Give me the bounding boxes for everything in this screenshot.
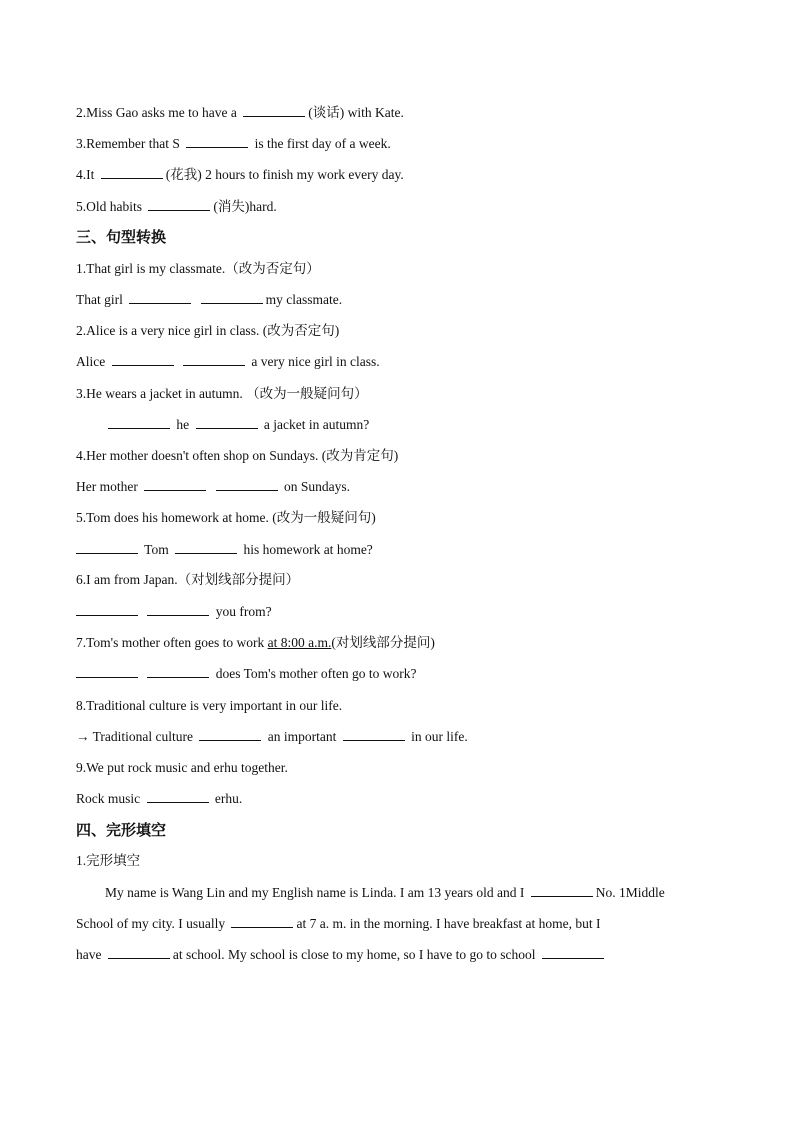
answer-blank	[201, 291, 263, 304]
question-2-prompt: 2.Alice is a very nice girl in class. (改为否定句)	[76, 323, 340, 338]
answer-blank	[112, 353, 174, 366]
answer-blank	[343, 728, 405, 741]
section-4-subheading: 1.完形填空	[76, 853, 141, 868]
answer-blank	[147, 665, 209, 678]
answer-blank	[101, 166, 163, 179]
answer-blank	[148, 198, 210, 211]
answer-text: an important	[267, 729, 337, 744]
answer-text: he	[176, 417, 190, 432]
question-3-prompt: 3.He wears a jacket in autumn. （改为一般疑问句）	[76, 386, 368, 401]
question-8-answer	[76, 728, 468, 746]
question-2-answer	[76, 353, 380, 371]
item-3-text-before: 3.Remember that S	[76, 136, 180, 151]
question-7-answer	[76, 665, 416, 683]
answer-text: you from?	[215, 604, 272, 619]
question-4-answer	[76, 478, 350, 496]
question-9-prompt: 9.We put rock music and erhu together.	[76, 760, 288, 775]
answer-blank	[76, 603, 138, 616]
item-4-text-before: 4.It	[76, 167, 95, 182]
answer-text: erhu.	[214, 791, 243, 806]
question-7-prompt	[76, 634, 435, 652]
answer-blank	[183, 353, 245, 366]
item-2	[76, 104, 404, 122]
item-5	[76, 198, 277, 216]
item-4-text-after: (花我) 2 hours to finish my work every day.	[165, 167, 404, 182]
answer-blank	[186, 135, 248, 148]
answer-text: in our life.	[411, 729, 468, 744]
item-3-text-after: is the first day of a week.	[254, 136, 391, 151]
answer-blank	[216, 478, 278, 491]
passage-text: My name is Wang Lin and my English name is Linda. I am 13 years old and I	[105, 885, 525, 900]
answer-text: → Traditional culture	[76, 729, 193, 744]
answer-blank	[76, 541, 138, 554]
question-6-answer	[76, 603, 272, 621]
passage-text: at 7 a. m. in the morning. I have breakfast at home, but I	[296, 916, 601, 931]
prompt-text: (对划线部分提问)	[331, 635, 435, 650]
answer-blank	[199, 728, 261, 741]
question-3-answer	[105, 416, 369, 434]
question-1-answer	[76, 291, 342, 309]
item-5-text-before: 5.Old habits	[76, 199, 142, 214]
passage-line-1	[105, 884, 665, 902]
answer-text: my classmate.	[265, 292, 343, 307]
answer-blank	[129, 291, 191, 304]
prompt-text: 7.Tom's mother often goes to work	[76, 635, 265, 650]
answer-text: Her mother	[76, 479, 138, 494]
item-2-text-before: 2.Miss Gao asks me to have a	[76, 105, 237, 120]
answer-blank	[76, 665, 138, 678]
passage-text: have	[76, 947, 102, 962]
question-5-answer	[76, 541, 373, 559]
question-5-prompt: 5.Tom does his homework at home. (改为一般疑问句)	[76, 510, 376, 525]
answer-blank	[243, 104, 305, 117]
answer-text: does Tom's mother often go to work?	[215, 666, 417, 681]
answer-blank	[147, 603, 209, 616]
answer-text: a jacket in autumn?	[263, 417, 370, 432]
answer-blank	[542, 946, 604, 959]
underlined-phrase: at 8:00 a.m.	[267, 635, 332, 650]
passage-text: at school. My school is close to my home, so I have to go to school	[172, 947, 536, 962]
answer-blank	[147, 790, 209, 803]
answer-blank	[108, 416, 170, 429]
answer-text: That girl	[76, 292, 123, 307]
item-3	[76, 135, 391, 153]
answer-text: a very nice girl in class.	[251, 354, 380, 369]
item-5-text-after: (消失)hard.	[213, 199, 277, 214]
question-8-prompt: 8.Traditional culture is very important in our life.	[76, 698, 343, 713]
passage-text: School of my city. I usually	[76, 916, 226, 931]
item-4	[76, 166, 404, 184]
passage-line-2	[76, 915, 601, 933]
answer-text: his homework at home?	[243, 542, 373, 557]
item-2-text-after: (谈话) with Kate.	[308, 105, 404, 120]
section-3-heading: 三、句型转换	[76, 228, 167, 246]
passage-line-3	[76, 946, 607, 964]
passage-text: No. 1Middle	[595, 885, 665, 900]
answer-text: on Sundays.	[283, 479, 350, 494]
question-4-prompt: 4.Her mother doesn't often shop on Sundays. (改为肯定句)	[76, 448, 399, 463]
answer-blank	[108, 946, 170, 959]
answer-blank	[231, 915, 293, 928]
answer-text: Tom	[144, 542, 169, 557]
answer-blank	[196, 416, 258, 429]
answer-blank	[531, 884, 593, 897]
answer-blank	[175, 541, 237, 554]
question-1-prompt: 1.That girl is my classmate.（改为否定句）	[76, 261, 320, 276]
answer-blank	[144, 478, 206, 491]
question-6-prompt: 6.I am from Japan.（对划线部分提问）	[76, 572, 300, 587]
question-9-answer	[76, 790, 242, 808]
section-4-heading: 四、完形填空	[76, 821, 167, 839]
answer-text: Alice	[76, 354, 106, 369]
answer-text: Rock music	[76, 791, 141, 806]
